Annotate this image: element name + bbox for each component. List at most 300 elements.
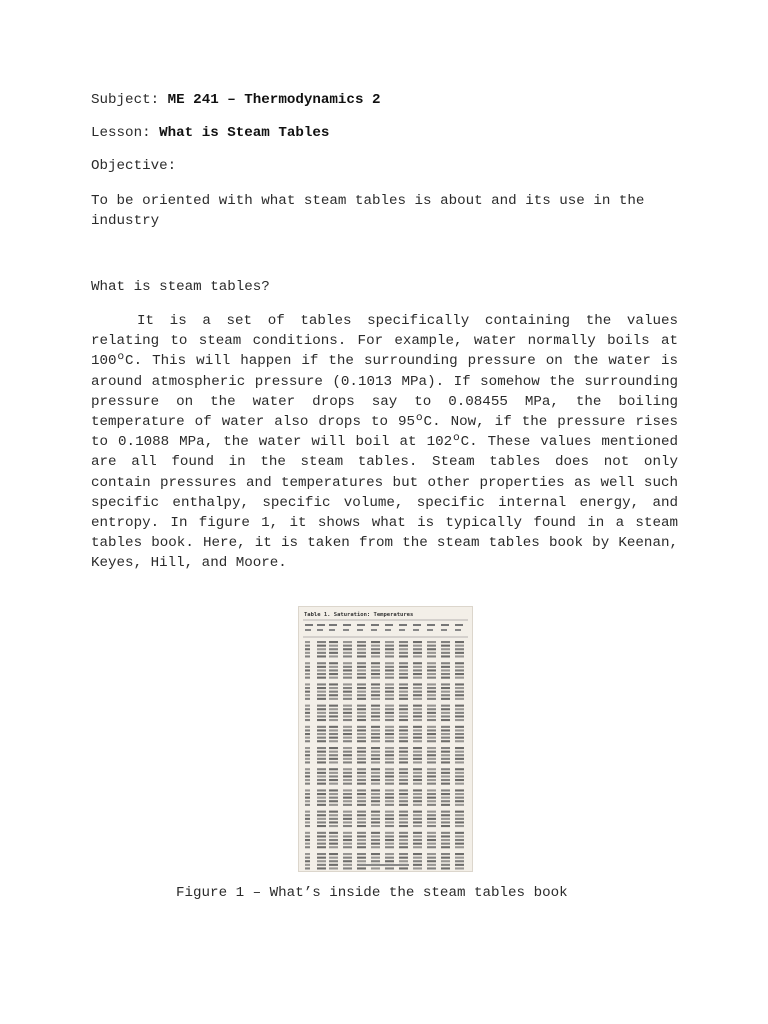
table-cell <box>427 853 436 855</box>
table-cell <box>357 832 366 834</box>
table-cell <box>427 683 436 685</box>
table-column-header <box>399 624 407 626</box>
table-cell <box>329 705 338 707</box>
table-cell <box>385 666 394 668</box>
table-cell <box>455 708 464 710</box>
table-cell <box>305 857 310 859</box>
table-cell <box>371 779 380 781</box>
table-cell <box>455 860 464 862</box>
table-cell <box>371 740 380 742</box>
table-cell <box>441 648 450 650</box>
table-cell <box>357 733 366 735</box>
table-cell <box>441 846 450 848</box>
table-cell <box>427 857 436 859</box>
table-cell <box>441 814 450 816</box>
table-cell <box>357 708 366 710</box>
table-cell <box>329 641 338 643</box>
table-cell <box>413 652 422 654</box>
table-cell <box>441 719 450 721</box>
table-cell <box>413 705 422 707</box>
table-cell <box>357 789 366 791</box>
table-cell <box>317 814 326 816</box>
table-cell <box>413 645 422 647</box>
table-cell <box>343 789 352 791</box>
table-cell <box>357 662 366 664</box>
table-cell <box>455 655 464 657</box>
table-cell <box>371 789 380 791</box>
table-cell <box>399 800 408 802</box>
table-cell <box>343 864 352 866</box>
table-column-header <box>305 629 311 631</box>
table-cell <box>441 715 450 717</box>
table-cell <box>371 835 380 837</box>
table-cell <box>371 804 380 806</box>
table-cell <box>305 662 310 664</box>
table-cell <box>329 825 338 827</box>
table-cell <box>455 814 464 816</box>
table-cell <box>427 811 436 813</box>
table-cell <box>371 719 380 721</box>
table-cell <box>427 775 436 777</box>
table-cell <box>455 864 464 866</box>
table-cell <box>329 835 338 837</box>
table-cell <box>329 839 338 841</box>
table-cell <box>305 772 310 774</box>
table-column-header <box>385 624 393 626</box>
table-cell <box>343 751 352 753</box>
table-cell <box>371 857 380 859</box>
table-cell <box>317 673 326 675</box>
table-cell <box>343 768 352 770</box>
section-body: It is a set of tables specifically containing the values relating to steam conditions. For example, water normally boils at 100ºC. This will happen if the surrounding pressure on the water is around atmospheric pressure (0.1013 MPa). If somehow the surrounding pressure on the water drops say to 0.08455 MPa, the boiling temperature of water also drops to 95ºC. Now, if the pressure rises to 0.1088 MPa, the water will boil at 102ºC. These values mentioned are all found in the steam tables. Steam tables does not only contain pressures and temperatures but other properties as well such specific enthalpy, specific volume, specific internal energy, and entropy. In figure 1, it shows what is typically found in a steam tables book. Here, it is taken from the steam tables book by Keenan, Keyes, Hill, and Moore. <box>91 313 678 572</box>
table-cell <box>305 705 310 707</box>
table-cell <box>343 761 352 763</box>
table-cell <box>413 754 422 756</box>
table-cell <box>371 843 380 845</box>
table-cell <box>329 754 338 756</box>
table-cell <box>427 652 436 654</box>
table-cell <box>343 733 352 735</box>
table-cell <box>427 779 436 781</box>
table-cell <box>399 705 408 707</box>
table-cell <box>305 712 310 714</box>
table-cell <box>305 751 310 753</box>
subject-value: ME 241 – Thermodynamics 2 <box>167 92 381 108</box>
table-cell <box>399 648 408 650</box>
table-cell <box>329 821 338 823</box>
table-cell <box>413 726 422 728</box>
table-cell <box>343 740 352 742</box>
table-cell <box>385 677 394 679</box>
table-cell <box>413 641 422 643</box>
table-cell <box>371 677 380 679</box>
table-column-header <box>329 624 337 626</box>
table-cell <box>413 768 422 770</box>
table-cell <box>329 712 338 714</box>
table-cell <box>427 691 436 693</box>
table-cell <box>427 729 436 731</box>
table-cell <box>441 761 450 763</box>
table-cell <box>371 800 380 802</box>
table-cell <box>385 843 394 845</box>
table-column-header <box>427 629 433 631</box>
table-cell <box>317 715 326 717</box>
table-cell <box>441 729 450 731</box>
table-cell <box>329 758 338 760</box>
table-cell <box>413 719 422 721</box>
table-cell <box>343 860 352 862</box>
table-cell <box>441 821 450 823</box>
table-cell <box>399 832 408 834</box>
table-cell <box>455 751 464 753</box>
table-cell <box>413 860 422 862</box>
table-cell <box>413 740 422 742</box>
table-cell <box>385 867 394 869</box>
table-cell <box>305 687 310 689</box>
table-cell <box>441 779 450 781</box>
table-cell <box>413 673 422 675</box>
table-cell <box>343 729 352 731</box>
table-cell <box>329 747 338 749</box>
table-cell <box>399 652 408 654</box>
table-cell <box>357 754 366 756</box>
table-cell <box>305 814 310 816</box>
table-cell <box>343 694 352 696</box>
table-cell <box>305 835 310 837</box>
table-cell <box>317 751 326 753</box>
table-cell <box>455 677 464 679</box>
table-cell <box>343 726 352 728</box>
table-cell <box>329 645 338 647</box>
table-cell <box>455 705 464 707</box>
table-cell <box>399 835 408 837</box>
table-cell <box>427 754 436 756</box>
table-cell <box>317 839 326 841</box>
table-cell <box>305 694 310 696</box>
table-cell <box>317 846 326 848</box>
table-cell <box>343 818 352 820</box>
table-cell <box>441 669 450 671</box>
table-cell <box>371 825 380 827</box>
table-cell <box>305 761 310 763</box>
table-cell <box>357 712 366 714</box>
table-cell <box>305 797 310 799</box>
table-cell <box>427 737 436 739</box>
table-cell <box>413 779 422 781</box>
table-cell <box>329 737 338 739</box>
table-cell <box>427 832 436 834</box>
table-cell <box>399 804 408 806</box>
table-cell <box>413 814 422 816</box>
table-cell <box>371 687 380 689</box>
table-cell <box>441 726 450 728</box>
table-cell <box>455 673 464 675</box>
table-cell <box>317 740 326 742</box>
table-cell <box>317 645 326 647</box>
table-cell <box>329 751 338 753</box>
table-cell <box>427 839 436 841</box>
table-cell <box>399 761 408 763</box>
table-cell <box>329 694 338 696</box>
table-cell <box>371 814 380 816</box>
table-cell <box>305 853 310 855</box>
table-cell <box>329 779 338 781</box>
table-cell <box>317 835 326 837</box>
table-cell <box>385 698 394 700</box>
table-cell <box>399 797 408 799</box>
table-cell <box>385 793 394 795</box>
table-cell <box>413 729 422 731</box>
table-cell <box>317 793 326 795</box>
table-cell <box>357 857 366 859</box>
table-cell <box>371 733 380 735</box>
table-cell <box>399 737 408 739</box>
table-cell <box>385 761 394 763</box>
table-cell <box>357 740 366 742</box>
table-cell <box>371 751 380 753</box>
table-cell <box>441 860 450 862</box>
table-cell <box>455 729 464 731</box>
table-cell <box>413 789 422 791</box>
table-cell <box>305 758 310 760</box>
steam-table-title: Table 1. Saturation: Temperatures <box>304 612 414 618</box>
table-cell <box>455 818 464 820</box>
table-cell <box>357 818 366 820</box>
table-cell <box>399 655 408 657</box>
table-cell <box>427 740 436 742</box>
table-cell <box>399 683 408 685</box>
table-cell <box>317 666 326 668</box>
table-cell <box>305 677 310 679</box>
table-cell <box>441 853 450 855</box>
table-cell <box>343 857 352 859</box>
table-cell <box>441 737 450 739</box>
table-cell <box>329 666 338 668</box>
table-cell <box>343 797 352 799</box>
table-cell <box>413 772 422 774</box>
table-cell <box>413 712 422 714</box>
table-cell <box>329 832 338 834</box>
table-cell <box>317 754 326 756</box>
table-cell <box>385 825 394 827</box>
table-cell <box>441 768 450 770</box>
table-cell <box>413 655 422 657</box>
table-cell <box>357 648 366 650</box>
table-cell <box>413 783 422 785</box>
table-cell <box>305 800 310 802</box>
table-cell <box>455 652 464 654</box>
table-cell <box>413 857 422 859</box>
table-cell <box>305 779 310 781</box>
table-cell <box>317 789 326 791</box>
table-cell <box>357 694 366 696</box>
table-cell <box>357 843 366 845</box>
table-cell <box>329 683 338 685</box>
table-cell <box>441 867 450 869</box>
table-cell <box>413 761 422 763</box>
table-cell <box>305 832 310 834</box>
table-cell <box>399 793 408 795</box>
table-cell <box>343 691 352 693</box>
table-cell <box>357 775 366 777</box>
table-cell <box>427 698 436 700</box>
table-cell <box>371 662 380 664</box>
table-cell <box>413 747 422 749</box>
table-column-header <box>357 629 363 631</box>
table-cell <box>317 677 326 679</box>
table-cell <box>371 811 380 813</box>
table-cell <box>385 860 394 862</box>
table-cell <box>413 687 422 689</box>
table-cell <box>357 645 366 647</box>
table-cell <box>399 726 408 728</box>
table-cell <box>399 843 408 845</box>
table-cell <box>427 655 436 657</box>
table-cell <box>329 662 338 664</box>
table-cell <box>413 751 422 753</box>
table-cell <box>329 768 338 770</box>
table-cell <box>343 666 352 668</box>
table-cell <box>441 740 450 742</box>
table-cell <box>305 811 310 813</box>
table-cell <box>455 687 464 689</box>
table-cell <box>441 811 450 813</box>
table-cell <box>317 818 326 820</box>
table-cell <box>385 645 394 647</box>
steam-table-figure <box>298 606 473 872</box>
table-cell <box>441 857 450 859</box>
table-cell <box>329 797 338 799</box>
table-cell <box>441 683 450 685</box>
table-cell <box>441 772 450 774</box>
table-cell <box>385 775 394 777</box>
table-cell <box>317 775 326 777</box>
table-cell <box>385 768 394 770</box>
table-cell <box>385 694 394 696</box>
table-cell <box>427 758 436 760</box>
table-cell <box>399 825 408 827</box>
table-cell <box>455 783 464 785</box>
table-cell <box>455 740 464 742</box>
table-cell <box>427 789 436 791</box>
table-cell <box>317 694 326 696</box>
table-cell <box>455 747 464 749</box>
table-cell <box>317 705 326 707</box>
table-cell <box>357 666 366 668</box>
table-cell <box>317 712 326 714</box>
table-cell <box>343 775 352 777</box>
table-cell <box>385 737 394 739</box>
table-cell <box>399 751 408 753</box>
table-cell <box>357 747 366 749</box>
table-cell <box>343 705 352 707</box>
table-cell <box>317 772 326 774</box>
table-cell <box>413 800 422 802</box>
table-cell <box>385 814 394 816</box>
table-cell <box>357 772 366 774</box>
table-cell <box>455 683 464 685</box>
table-cell <box>455 867 464 869</box>
table-cell <box>329 818 338 820</box>
table-cell <box>317 655 326 657</box>
table-cell <box>413 832 422 834</box>
table-cell <box>305 733 310 735</box>
lesson-value: What is Steam Tables <box>159 125 330 141</box>
table-cell <box>329 715 338 717</box>
table-cell <box>317 698 326 700</box>
table-cell <box>317 648 326 650</box>
table-cell <box>427 669 436 671</box>
table-cell <box>357 835 366 837</box>
table-cell <box>427 673 436 675</box>
table-cell <box>317 691 326 693</box>
table-cell <box>441 797 450 799</box>
table-cell <box>371 726 380 728</box>
table-cell <box>329 843 338 845</box>
table-cell <box>385 673 394 675</box>
table-cell <box>317 821 326 823</box>
table-cell <box>385 772 394 774</box>
table-cell <box>455 832 464 834</box>
table-cell <box>413 694 422 696</box>
table-cell <box>455 719 464 721</box>
table-cell <box>399 758 408 760</box>
table-cell <box>371 818 380 820</box>
table-cell <box>357 669 366 671</box>
table-cell <box>455 758 464 760</box>
table-cell <box>413 698 422 700</box>
table-cell <box>357 839 366 841</box>
table-cell <box>385 797 394 799</box>
table-cell <box>357 737 366 739</box>
table-cell <box>427 648 436 650</box>
table-cell <box>343 719 352 721</box>
table-cell <box>385 662 394 664</box>
table-cell <box>343 779 352 781</box>
table-cell <box>441 705 450 707</box>
table-cell <box>329 804 338 806</box>
table-cell <box>317 662 326 664</box>
table-cell <box>329 800 338 802</box>
table-cell <box>385 853 394 855</box>
table-cell <box>317 726 326 728</box>
table-cell <box>371 641 380 643</box>
table-column-header <box>343 624 351 626</box>
table-cell <box>305 867 310 869</box>
table-cell <box>317 687 326 689</box>
table-cell <box>343 839 352 841</box>
table-cell <box>317 804 326 806</box>
table-cell <box>399 860 408 862</box>
table-cell <box>371 652 380 654</box>
table-cell <box>399 821 408 823</box>
table-cell <box>413 864 422 866</box>
table-cell <box>455 645 464 647</box>
table-cell <box>371 705 380 707</box>
table-cell <box>343 683 352 685</box>
table-cell <box>371 648 380 650</box>
table-cell <box>413 708 422 710</box>
table-cell <box>441 645 450 647</box>
table-cell <box>317 719 326 721</box>
table-cell <box>329 691 338 693</box>
table-cell <box>305 641 310 643</box>
table-cell <box>441 655 450 657</box>
table-cell <box>455 789 464 791</box>
table-cell <box>441 662 450 664</box>
table-cell <box>385 846 394 848</box>
table-cell <box>371 698 380 700</box>
